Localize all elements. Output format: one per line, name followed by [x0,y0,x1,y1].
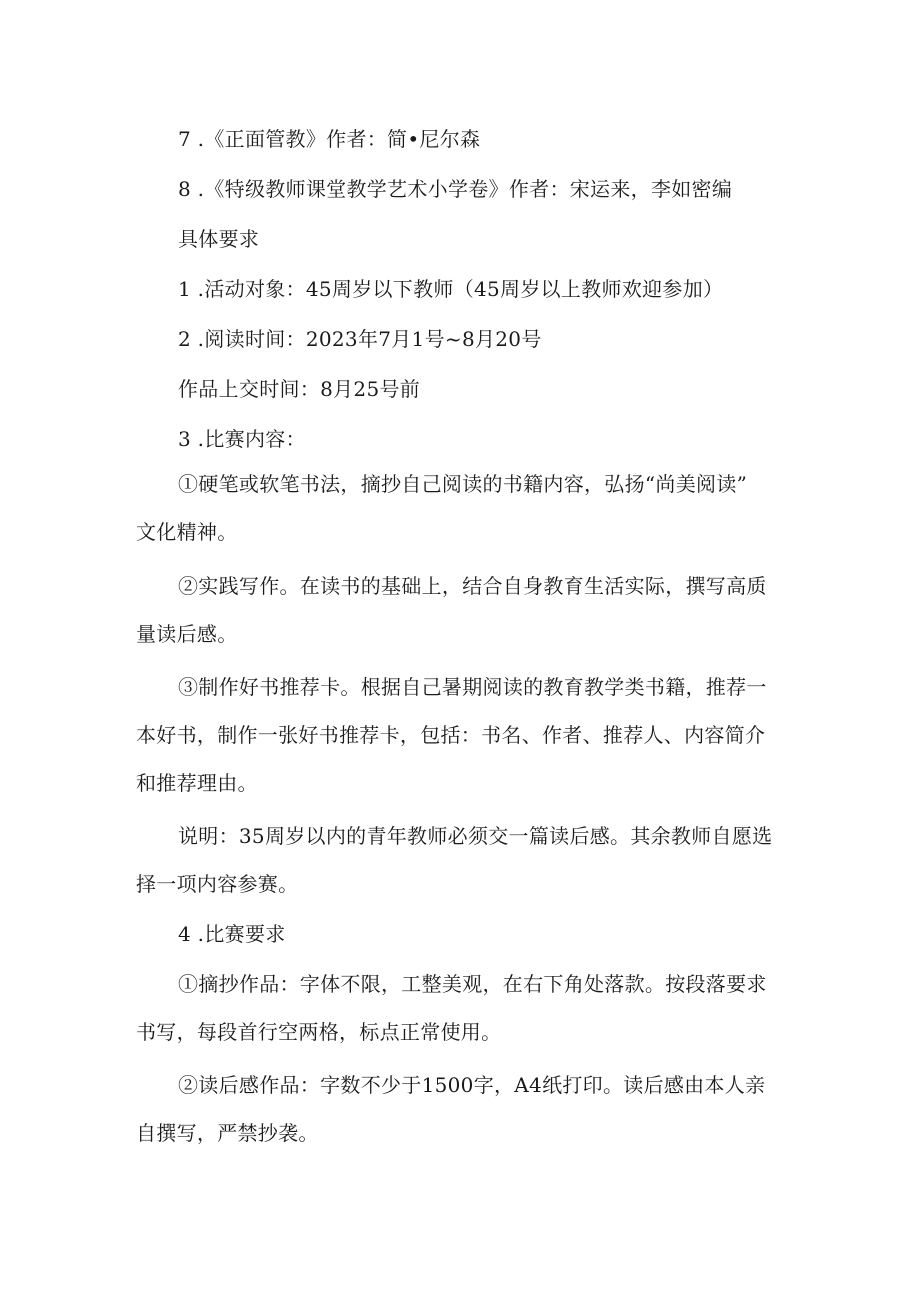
requirement-4-heading: 4 .比赛要求 [178,922,286,946]
requirement-3-heading: 3 .比赛内容： [178,427,306,451]
requirement-1-participants: 1 .活动对象：45周岁以下教师（45周岁以上教师欢迎参加） [178,277,724,301]
requirement-2-reading-time: 2 .阅读时间：2023年7月1号~8月20号 [178,327,542,351]
note-line-1: 说明：35周岁以内的青年教师必须交一篇读后感。其余教师自愿选 [178,824,773,848]
content-item-3-line-1: ③制作好书推荐卡。根据自己暑期阅读的教育教学类书籍，推荐一 [178,675,767,699]
content-item-1-line-1: ①硬笔或软笔书法，摘抄自己阅读的书籍内容，弘扬“尚美阅读” [178,472,748,496]
rule-1-line-1: ①摘抄作品：字体不限，工整美观，在右下角处落款。按段落要求 [178,972,767,996]
content-item-3-line-2: 本好书，制作一张好书推荐卡，包括：书名、作者、推荐人、内容简介 [136,723,766,747]
rule-2-line-2: 自撰写，严禁抄袭。 [136,1121,319,1145]
book-item-8: 8 .《特级教师课堂教学艺术小学卷》作者：宋运来，李如密编 [178,177,733,201]
book-item-7: 7 .《正面管教》作者：简•尼尔森 [178,127,481,151]
content-item-2-line-2: 量读后感。 [136,622,238,646]
note-line-2: 择一项内容参赛。 [136,872,299,896]
content-item-2-line-1: ②实践写作。在读书的基础上，结合自身教育生活实际，撰写高质 [178,574,767,598]
content-item-1-line-2: 文化精神。 [136,520,238,544]
submission-deadline: 作品上交时间：8月25号前 [178,377,421,401]
rule-1-line-2: 书写，每段首行空两格，标点正常使用。 [136,1020,502,1044]
content-item-3-line-3: 和推荐理由。 [136,771,258,795]
section-heading-requirements: 具体要求 [178,227,260,251]
rule-2-line-1: ②读后感作品：字数不少于1500字，A4纸打印。读后感由本人亲 [178,1073,766,1097]
